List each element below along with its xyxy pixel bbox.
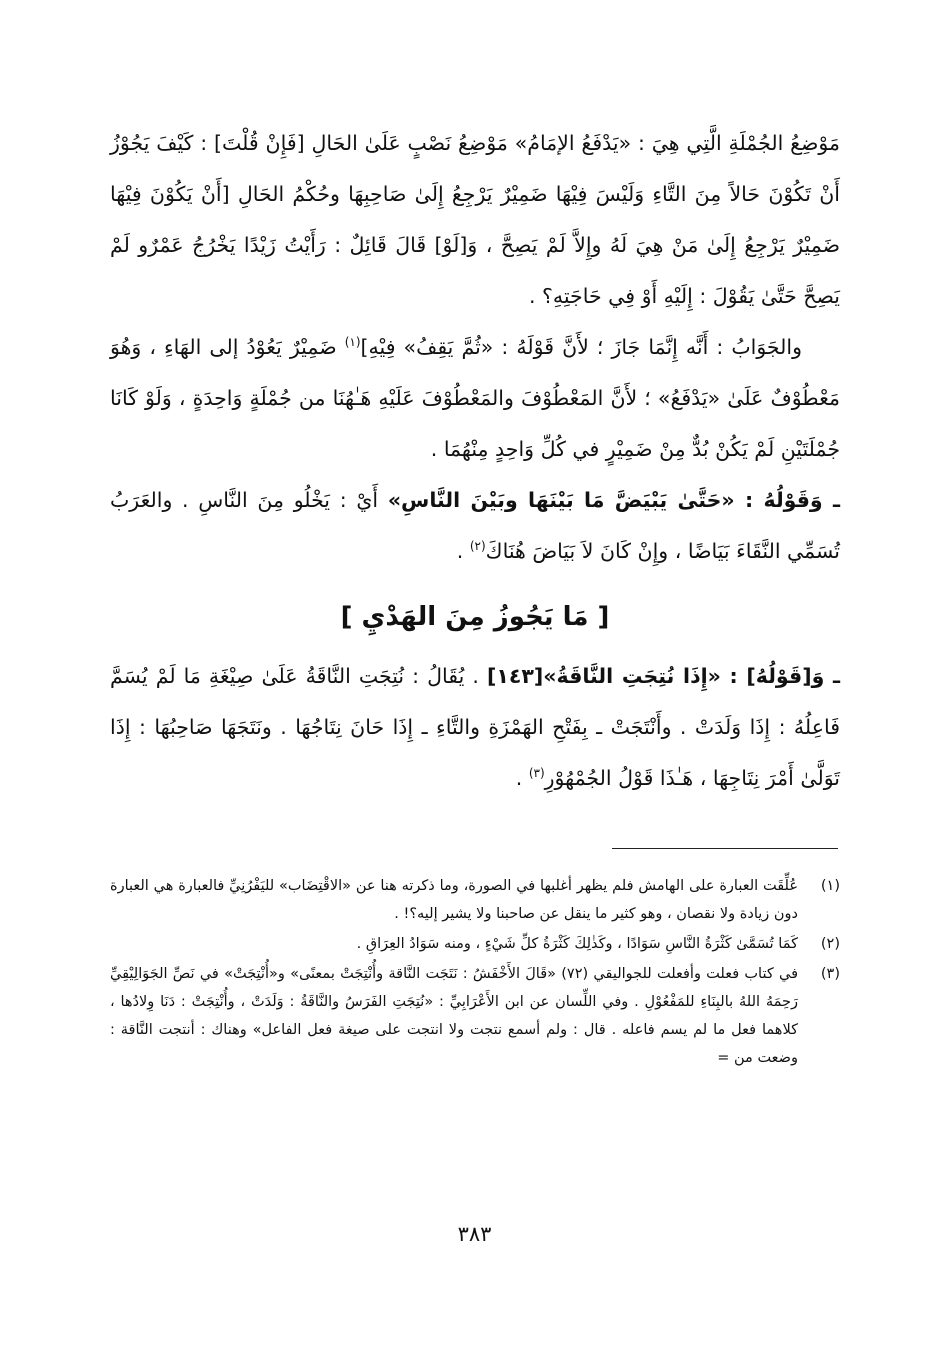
paragraph-4-end: .	[515, 766, 529, 790]
main-text	[110, 118, 840, 804]
footnote-2	[110, 930, 840, 958]
footnote-ref-3: (٣)	[528, 766, 545, 781]
paragraph-4-lead: ـ وَ[قَوْلُهُ] : «إِذَا نُتِجَتِ النَّاقَةُ»	[543, 664, 840, 688]
footnote-ref-2: (٢)	[469, 539, 486, 554]
paragraph-3	[110, 475, 840, 577]
paragraph-3-text: أَيْ : يَخْلُو مِنَ النَّاسِ . والعَرَبُ تُسَمِّي النَّقَاءَ بَيَاضًا ، وإِنْ كَانَ لاَ بَيَاضَ هُنَاكَ	[110, 488, 840, 563]
footnote-2-text: كَمَا تُسَمَّىٰ كَثْرَةُ النَّاسِ سَوَادًا ، وكَذٰلِكَ كَثْرَةُ كلِّ شَيْءٍ ، ومنه سَوَادُ العِرَاقِ .	[356, 936, 798, 952]
footnote-2-number: (٢)	[820, 936, 840, 952]
page-number: ٣٨٣	[457, 1222, 492, 1246]
section-heading: [ مَا يَجُوزُ مِنَ الهَدْيِ ]	[340, 602, 610, 632]
footnote-1-text: عُلِّقَت العبارة على الهامش فلم يظهر أغلبها في الصورة، وما ذكرته هنا عن «الاقْتِضَاب» لليَفْرُنِيِّ فالعبارة هي العبارة دون زيادة ولا نقصان ، وهو كثير ما ينقل عن صاحبنا ولا يشير إليه؟! .	[110, 878, 798, 922]
footnote-3-number: (٣)	[820, 966, 840, 982]
footnotes	[110, 872, 840, 1074]
footnote-1-number: (١)	[820, 878, 840, 894]
paragraph-4	[110, 651, 840, 804]
paragraph-3-end: .	[456, 539, 470, 563]
paragraph-1	[110, 118, 840, 322]
footnote-1	[110, 872, 840, 928]
footnote-ref-1: (١)	[344, 335, 361, 350]
paragraph-4-text: . يُقَالُ : نُتِجَتِ النَّاقَةُ عَلَىٰ صِيْغَةِ مَا لَمْ يُسَمَّ فَاعِلُهُ : إِذَا وَلَدَتْ . وأَنْتَجَتْ ـ بِفَتْحِ الهَمْزَةِ والتَّاءِ ـ إِذَا حَانَ نِتَاجُهَا . ونَتَجَهَا صَاحِبُهَا : إِذَا تَوَلَّىٰ أَمْرَ نِتَاجِهَا ، هَـٰذَا قَوْلُ الجُمْهُوْرِ	[110, 664, 840, 790]
footnote-3-text: في كتاب فعلت وأفعلت للجواليقي (٧٢) «قَالَ الأَخْفَشُ : نَتَجَت النَّاقة وأُنْتِجَتْ بمعنًى» و«أُنْتِجَتْ» في نَصِّ الجَوَالِيْقِيِّ رَحِمَهُ اللهُ بالبِنَاءِ للمَفْعُوْلِ . وفي اللِّسان عن ابن الأَعْرَابِيِّ : «نُتِجَتِ الفَرَسُ والنَّاقَةُ : وَلَدَتْ ، وأُنْتِجَتْ : دَنَا وِلادُها ، كلاهما فعل ما لم يسم فاعله . قال : ولم أسمع نتجت ولا انتجت على صيغة فعل الفاعل» وهناك : أنتجت النَّاقة : وضعت من =	[110, 966, 798, 1066]
footnote-3	[110, 960, 840, 1072]
paragraph-2	[110, 322, 840, 475]
paragraph-4-ref: [١٤٣]	[486, 664, 544, 688]
paragraph-2-rest: ضَمِيْرٌ يَعُوْدُ إلى الهَاءِ ، وَهُوَ مَعْطُوْفٌ عَلَىٰ «يَدْفَعُ» ؛ لأَنَّ المَعْطُوْفَ والمَعْطُوْفَ عَلَيْهِ هَـٰهُنَا من جُمْلَةٍ وَاحِدَةٍ ، وَلَوْ كَانَا جُمْلَتَيْنِ لَمْ يَكُنْ بُدٌّ مِنْ ضَمِيْرٍ في كُلِّ وَاحِدٍ مِنْهُمَا .	[110, 335, 840, 461]
footnote-divider	[612, 848, 838, 849]
paragraph-3-lead: ـ وَقَوْلُهُ : «حَتَّىٰ يَبْيَضَّ مَا بَيْنَهَا وبَيْنَ النَّاسِ»	[387, 488, 841, 512]
paragraph-2-text: والجَوَابُ : أَنَّه إِنَّمَا جَازَ ؛ لأَنَّ قَوْلَهُ : «ثُمَّ يَقِفُ» فِيْهِ]	[360, 335, 802, 359]
paragraph-1-text: مَوْضِعُ الجُمْلَةِ الَّتِي هِيَ : «يَدْفَعُ الإمَامُ» مَوْضِعُ نَصْبٍ عَلَىٰ الحَالِ [فَإِنْ قُلْتَ] : كَيْفَ يَجُوْزُ أَنْ تَكُوْنَ حَالاً مِنَ التَّاءِ وَلَيْسَ فِيْهَا ضَمِيْرٌ يَرْجِعُ إِلَىٰ صَاحِبِهَا وحُكْمُ الحَالِ [أَنْ يَكُوْنَ فِيْهَا ضَمِيْرٌ يَرْجِعُ إِلَىٰ مَنْ هِيَ لَهُ وإِلاَّ لَمْ يَصِحَّ ، وَ[لَوْ] قَالَ قَائِلٌ : رَأَيْتُ زَيْدًا يَخْرُجُ عَمْرٌو لَمْ يَصِحَّ حَتَّىٰ يَقُوْلَ : إِلَيْهِ أَوْ فِي حَاجَتِهِ؟ .	[110, 131, 840, 308]
